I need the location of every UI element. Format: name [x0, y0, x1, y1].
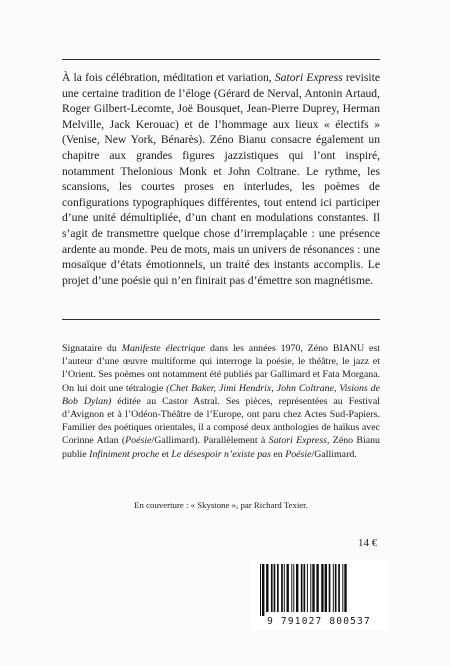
- bio-italic: Le désespoir n’existe pas: [171, 448, 271, 460]
- barcode-bar: [312, 564, 314, 612]
- book-title-italic: Satori Express: [274, 71, 343, 84]
- bio-text: et: [159, 448, 172, 460]
- bio-text: éditée au Castor Astral. Ses pièces, représentées au Festival d’Avignon et à l’Odéon-Théâtre de l’Europe, ont paru chez Actes Sud-Papiers. Familier des poétiques orientales, il a composé deux anthologies de haïkus avec Corinne Atlan (: [62, 395, 380, 447]
- barcode-bar: [301, 564, 303, 612]
- bio-italic: Infiniment proche: [89, 448, 160, 460]
- barcode-bar: [284, 564, 285, 612]
- barcode-bar: [271, 564, 273, 612]
- blurb-text: revisite une certaine tradition de l’éloge (Gérard de Nerval, Antonin Artaud, Roger Gilbert-Lecomte, Joë Bousquet, Jean-Pierre Duprey, Herman Melville, Jack Kerouac) et de l’hommage aux lieux « électifs » (Venise, New York, Bénarès). Zéno Bianu consacre également un chapitre aux grandes figures jazzistiques qui l’ont inspiré, notamment Thelonious Monk et John Coltrane. Le rythme, les scansions, les courtes proses en interludes, les poèmes de configurations typographiques différentes, tout entend ici participer d’une unité démultipliée, d’un chant en modulations constantes. Il s’agit de transmettre quelque chose d’irremplaçable : une présence ardente au monde. Peu de mots, mais un univers de résonances : une mosaïque d’états émotionnels, un traité des instants accomplis. Le projet d’une poésie qui n’en finirait pas d’émettre son magnétisme.: [62, 71, 380, 287]
- barcode-bar: [281, 564, 283, 612]
- barcode-bar: [342, 564, 343, 612]
- author-biography: [62, 342, 380, 461]
- barcode-bar: [287, 564, 289, 612]
- barcode-bar: [266, 564, 268, 612]
- barcode-bar: [274, 564, 276, 612]
- price-label: 14 €: [358, 537, 378, 549]
- barcode-bar: [291, 564, 292, 612]
- cover-credit: En couverture : « Skystone », par Richard Texier.: [134, 500, 308, 510]
- bio-italic: Satori Express: [268, 435, 327, 447]
- bio-text: , Zéno Bianu publie: [62, 435, 380, 460]
- barcode-bar: [304, 564, 306, 612]
- bio-text: dans les années 1970, Zéno BIANU est l’auteur d’une œuvre multiforme qui interroge la poésie, le théâtre, le jazz et l’Orient. Ses poèmes ont notamment été publiés par Gallimard et Fata Morgana. On lui doit une tétralogie: [62, 343, 381, 394]
- barcode-bar: [310, 564, 311, 612]
- bio-italic: Poésie: [285, 448, 312, 460]
- bio-text: /Gallimard.: [311, 448, 357, 460]
- barcode-bar: [335, 564, 337, 612]
- bio-italic: (Chet Baker, Jimi Hendrix, John Coltrane, Visions de Bob Dylan): [62, 382, 380, 407]
- barcode-bar: [296, 564, 298, 612]
- barcode-bar: [293, 564, 294, 612]
- barcode-bar: [329, 564, 331, 612]
- barcode-bar: [277, 564, 279, 612]
- bio-italic: Poésie: [125, 435, 152, 447]
- barcode-bar: [262, 564, 264, 616]
- blurb-text: À la fois célébration, méditation et variation,: [62, 71, 275, 84]
- barcode-bar: [321, 564, 323, 612]
- barcode-bars: [254, 564, 384, 616]
- barcode-bar: [316, 564, 318, 612]
- top-divider: [62, 59, 380, 60]
- bio-text: Signataire du: [62, 343, 122, 354]
- barcode-bar: [307, 564, 308, 612]
- isbn-barcode: [250, 560, 388, 630]
- middle-divider: [62, 319, 380, 320]
- barcode-bar: [333, 564, 334, 612]
- barcode-bar: [338, 564, 340, 612]
- barcode-digits: 9 791027 800537: [267, 616, 371, 627]
- bio-text: en: [270, 448, 286, 460]
- bio-text: /Gallimard). Parallèlement à: [151, 435, 269, 447]
- barcode-bar: [344, 564, 346, 612]
- bio-italic: Manifeste électrique: [121, 343, 206, 354]
- barcode-bar: [325, 564, 327, 612]
- barcode-bar: [260, 564, 261, 616]
- back-cover-blurb: [62, 70, 380, 288]
